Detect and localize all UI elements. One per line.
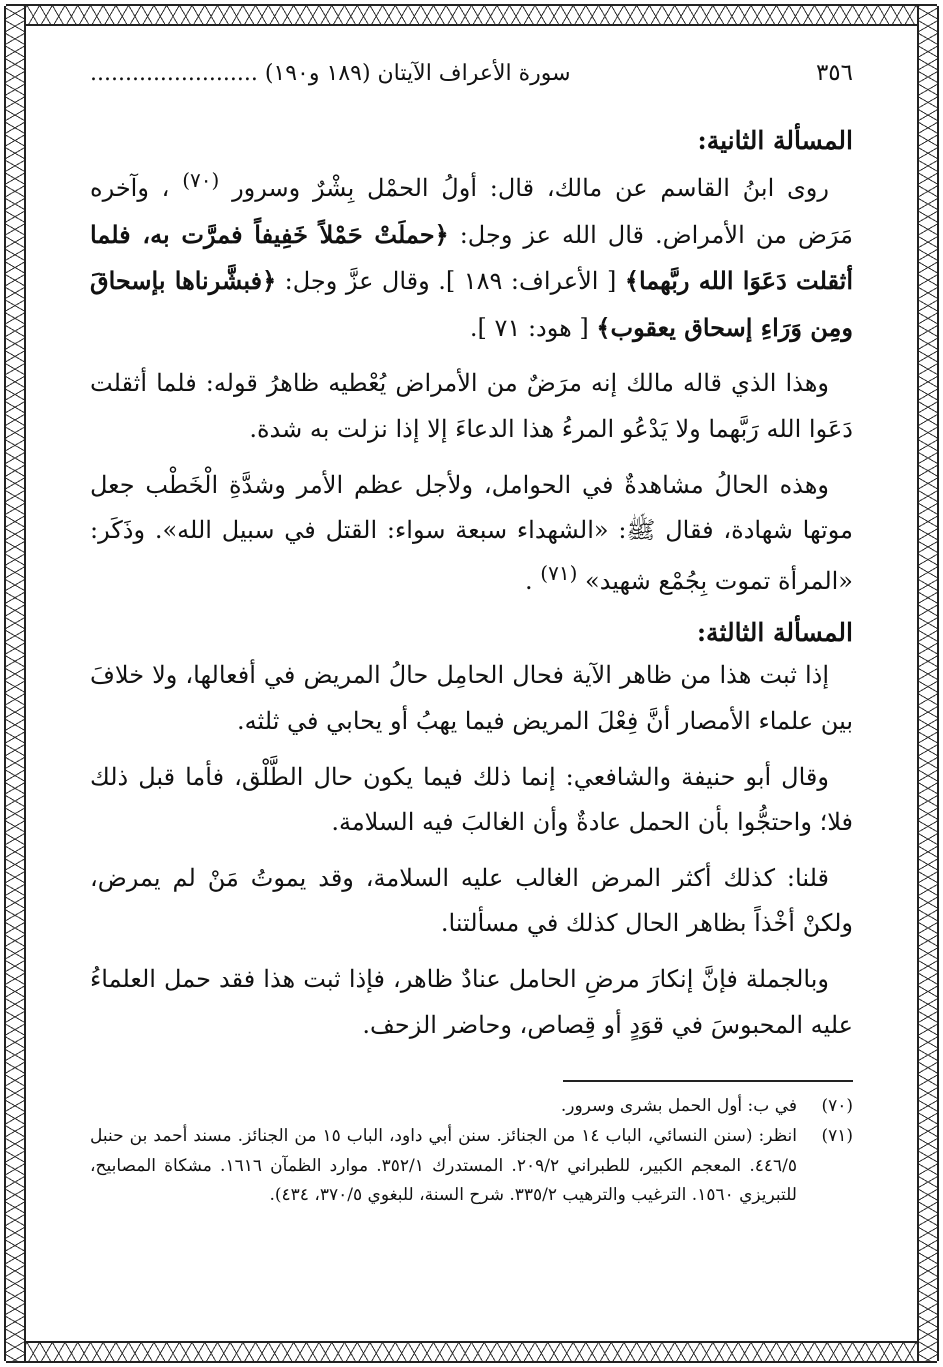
footnote-separator — [563, 1080, 853, 1082]
ornamental-border-left — [4, 6, 26, 1361]
text-run: ، وآخره مَرَض من الأمراض. قال الله عز وجل: — [90, 174, 853, 249]
text-run: [ الأعراف: ١٨٩ ]. وقال عزَّ وجل: — [276, 267, 617, 296]
text-run: وهذه الحالُ مشاهدةٌ في الحوامل، ولأجل عظم الأمر وشدَّةِ الْخَطْب جعل موتها شهادة، فقال ﷺ: «الشهداء سبعة سواء: القتل في سبيل الله». وذَكَر: «المرأة تموت بِجُمْع شهيد» — [90, 470, 853, 595]
paragraph: إذا ثبت هذا من ظاهر الآية فحال الحامِل حالُ المريض في أفعالها، ولا خلافَ بين علماء الأمصار أنَّ فِعْلَ المريض فيما يهبُ أو يحابي في ثلثه. — [90, 661, 853, 735]
quran-quote: ﴿حملَتْ حَمْلاً خَفِيفاً فمرَّت به، فلما أثقلت دَعَوَا الله ربَّهما﴾ — [90, 219, 854, 296]
paragraph: وهذا الذي قاله مالك إنه مرَضٌ من الأمراض يُعْطيه ظاهرُ قوله: فلما أثقلت دَعَوا الله رَبَّهما ولا يَدْعُو المرءُ هذا الدعاءَ إلا إذا نزلت به شدة. — [90, 369, 853, 443]
paragraph — [90, 161, 853, 351]
page-header — [90, 60, 853, 86]
page-body — [90, 60, 853, 1307]
paragraph: قلنا: كذلك أكثر المرض الغالب عليه السلامة، وقد يموتُ مَنْ لم يمرض، ولكنْ أخْذاً بظاهر الحال كذلك في مسألتنا. — [90, 863, 853, 938]
footnote-ref: (٧١) — [540, 560, 578, 585]
footnote-number: (٧٠) — [821, 1096, 853, 1117]
ornamental-border-bottom — [6, 1341, 937, 1363]
paragraph: وقال أبو حنيفة والشافعي: إنما ذلك فيما يكون حال الطَّلْق، فأما قبل ذلك فلا؛ واحتجُّوا بأن الحمل عادةٌ وأن الغالبَ فيه السلامة. — [90, 762, 853, 837]
paragraph — [90, 463, 853, 605]
ornamental-border-top — [6, 4, 937, 26]
ornamental-border-right — [917, 6, 939, 1361]
footnote — [90, 1092, 853, 1122]
text-run: . — [524, 566, 533, 595]
paragraph: وبالجملة فإنَّ إنكارَ مرضِ الحامل عنادٌ ظاهر، فإذا ثبت هذا فقد حمل العلماءُ عليه المحبوسَ في قوَدٍ أو قِصاص، وحاضر الزحف. — [90, 964, 853, 1039]
page-number: ٣٥٦ — [815, 60, 853, 86]
running-title: سورة الأعراف الآيتان (١٨٩ و١٩٠) ........................ — [90, 61, 571, 86]
footnote-ref: (٧٠) — [182, 168, 220, 192]
footnote-text: انظر: (سنن النسائي، الباب ١٤ من الجنائز. سنن أبي داود، الباب ١٥ من الجنائز. مسند أحمد بن حنبل ٤٤٦/٥. المعجم الكبير، للطبراني ٢٠٩/٢. المستدرك ٣٥٢/١. موارد الظمآن ١٦١٦. مشكاة المصابيح، للتبريزي ١٥٦٠. الترغيب والترهيب ٣٣٥/٢. شرح السنة، للبغوي ٣٧٠/٥، ٤٣٤). — [90, 1125, 797, 1206]
section-heading-2: المسألة الثانية: — [697, 126, 853, 155]
footnote — [90, 1122, 853, 1211]
text-run: روى ابنُ القاسم عن مالك، قال: أولُ الحمْل بِشْرٌ وسرور — [232, 174, 829, 202]
section-heading-3: المسألة الثالثة: — [696, 618, 853, 648]
quran-quote: ﴿فبشَّرناها بإسحاقَ ومِن وَرَاءِ إسحاق يعقوب﴾ — [90, 266, 853, 342]
footnote-number: (٧١) — [821, 1125, 853, 1146]
footnote-text: في ب: أول الحمل بشرى وسرور. — [560, 1096, 797, 1117]
text-run: [ هود: ٧١ ]. — [469, 313, 589, 342]
